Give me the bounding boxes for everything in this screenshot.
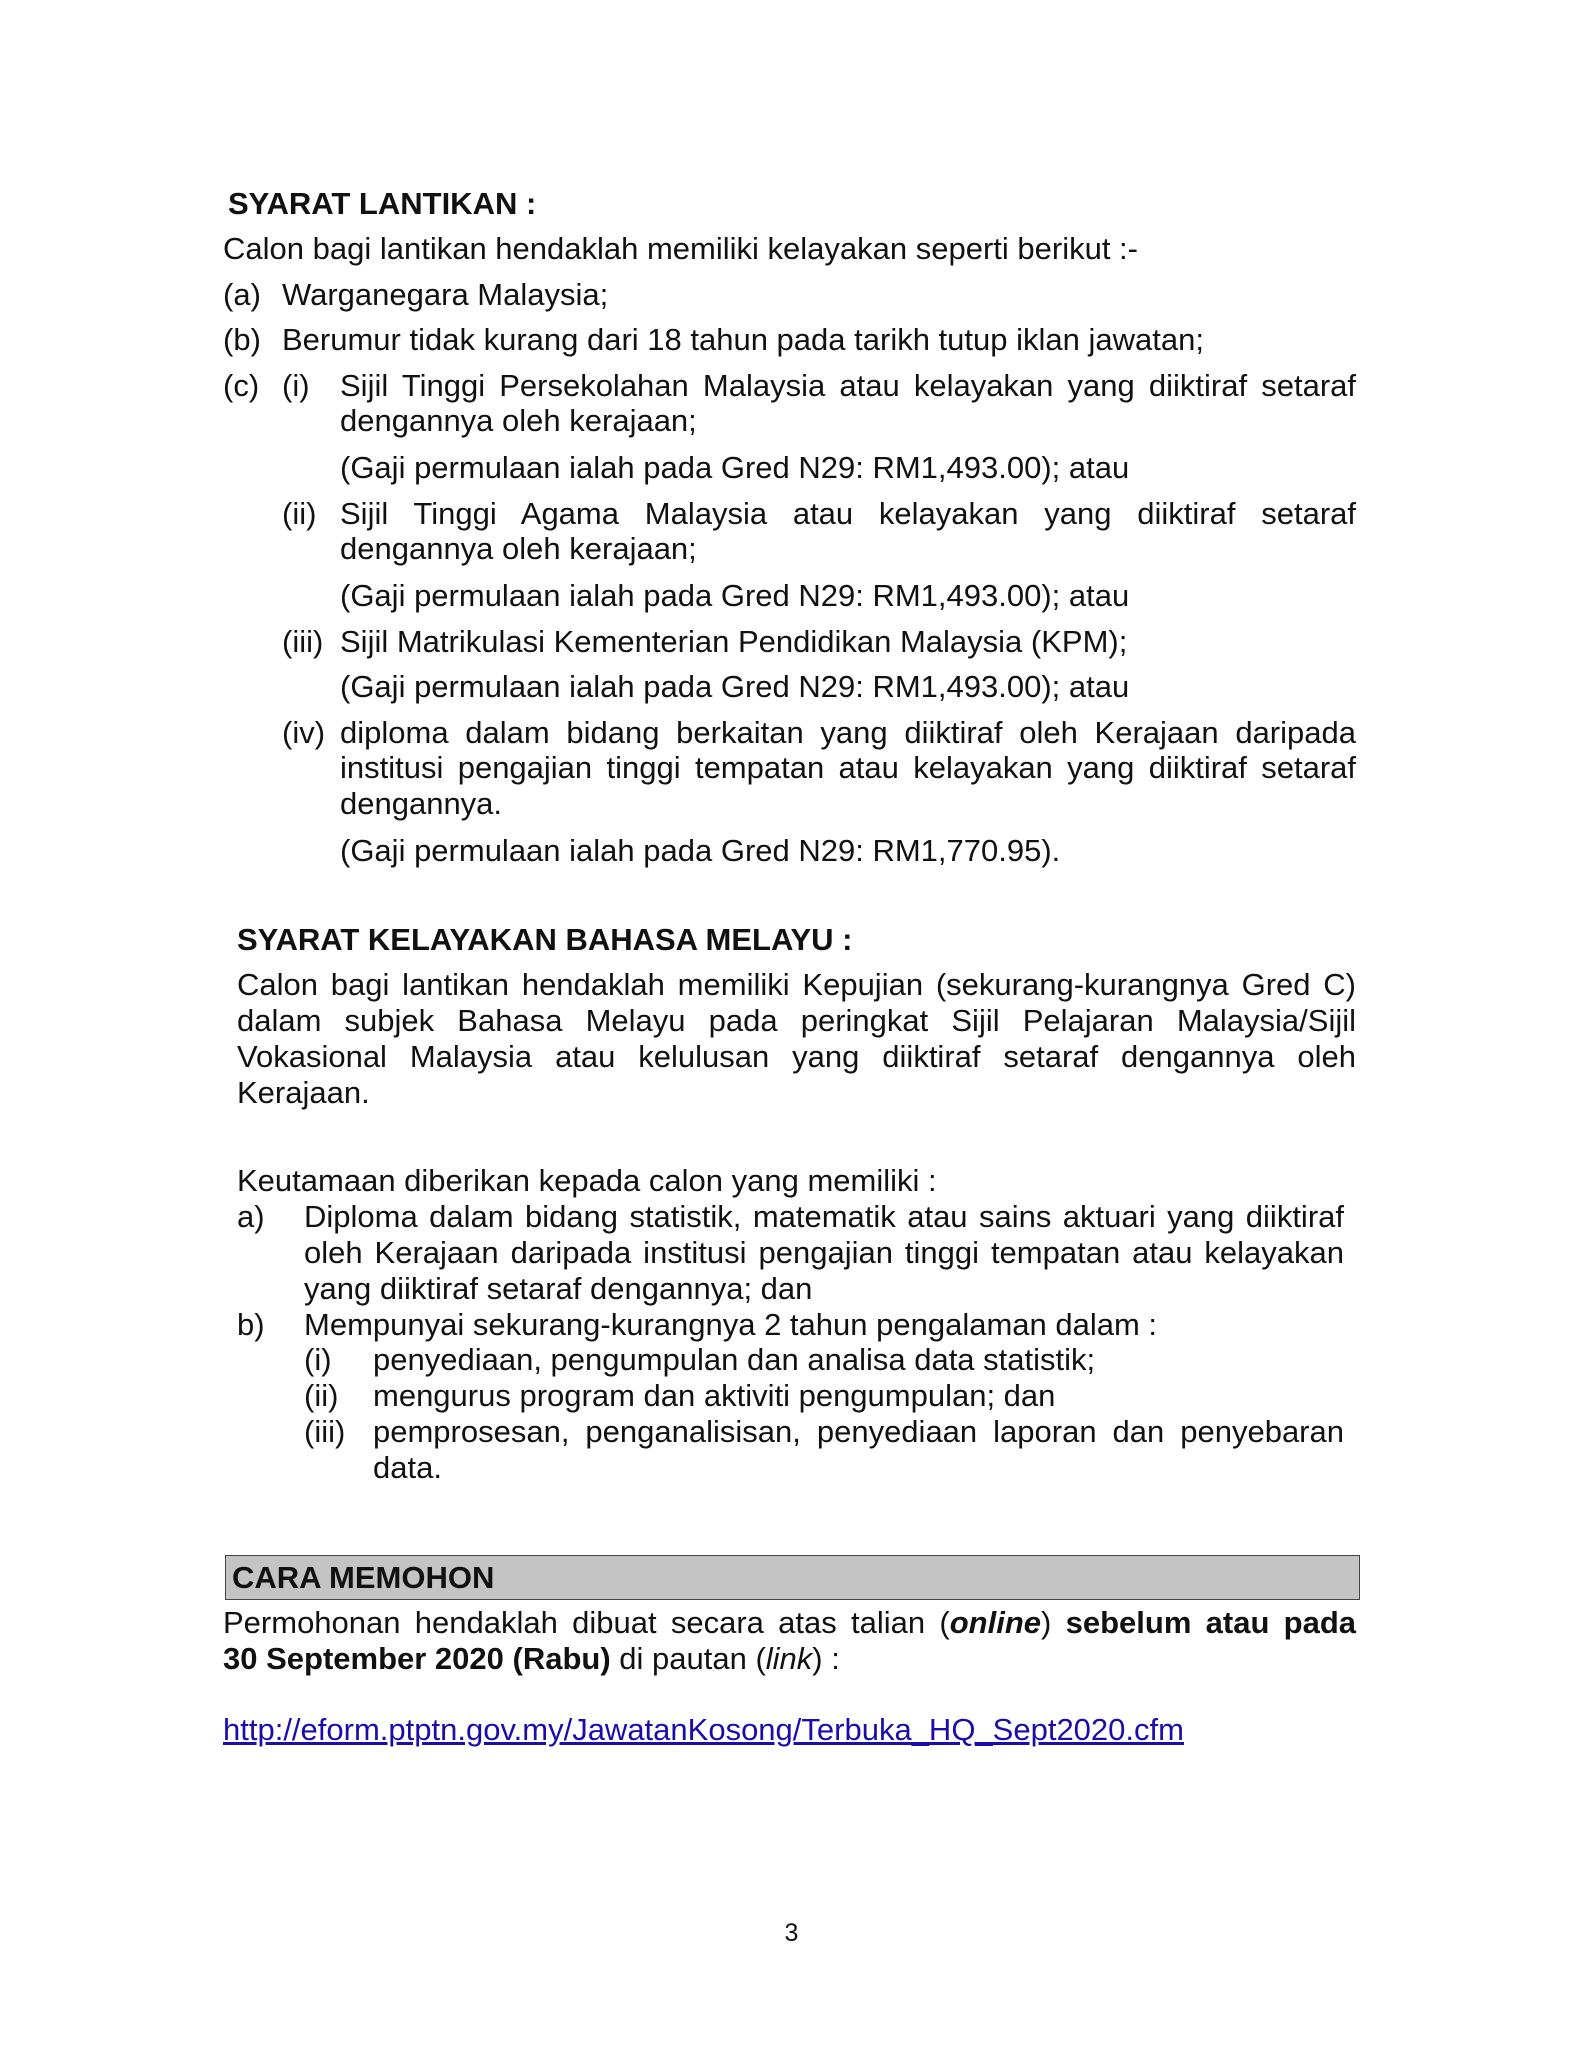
item-c-i-label: (i)	[282, 368, 310, 403]
keutamaan-intro: Keutamaan diberikan kepada calon yang memiliki :	[237, 1163, 937, 1198]
item-c-ii-label: (ii)	[282, 496, 317, 531]
item-c-label: (c)	[223, 368, 260, 403]
item-c-iii-label: (iii)	[282, 624, 324, 659]
item-c-i-line2: dengannya oleh kerajaan;	[340, 403, 697, 438]
cara-text-3: di pautan (	[610, 1641, 766, 1676]
keutamaan-b-text: Mempunyai sekurang-kurangnya 2 tahun pengalaman dalam :	[304, 1307, 1158, 1342]
application-url-link[interactable]: http://eform.ptptn.gov.my/JawatanKosong/Terbuka_HQ_Sept2020.cfm	[223, 1712, 1184, 1747]
item-c-iii-salary: (Gaji permulaan ialah pada Gred N29: RM1,493.00); atau	[340, 669, 1130, 704]
item-c-iv-line1: diploma dalam bidang berkaitan yang diiktiraf oleh Kerajaan daripada	[340, 715, 1356, 750]
online-word: online	[949, 1605, 1042, 1640]
bahasa-melayu-line4: Kerajaan.	[237, 1075, 370, 1110]
bahasa-melayu-line2: dalam subjek Bahasa Melayu pada peringkat Sijil Pelajaran Malaysia/Sijil	[237, 1003, 1356, 1038]
cara-bold-1: sebelum atau pada	[1065, 1605, 1357, 1640]
keutamaan-b-ii-text: mengurus program dan aktiviti pengumpulan; dan	[373, 1378, 1056, 1413]
cara-text-1: Permohonan hendaklah dibuat secara atas talian (	[223, 1605, 950, 1640]
cara-memohon-line1	[223, 1605, 1356, 1641]
cara-text-4: ) :	[812, 1641, 840, 1676]
item-b-label: (b)	[223, 322, 261, 357]
cara-memohon-heading: CARA MEMOHON	[232, 1560, 495, 1595]
keutamaan-b-iii-label: (iii)	[304, 1414, 346, 1449]
keutamaan-b-iii-line2: data.	[373, 1450, 442, 1485]
page-number: 3	[784, 1919, 799, 1947]
keutamaan-b-ii-label: (ii)	[304, 1378, 339, 1413]
item-c-iv-line2: institusi pengajian tinggi tempatan atau kelayakan yang diiktiraf setaraf	[340, 750, 1356, 785]
keutamaan-a-line1: Diploma dalam bidang statistik, matematik atau sains aktuari yang diiktiraf	[304, 1199, 1344, 1234]
keutamaan-b-i-label: (i)	[304, 1342, 332, 1377]
keutamaan-a-line3: yang diiktiraf setaraf dengannya; dan	[304, 1271, 813, 1306]
keutamaan-b-i-text: penyediaan, pengumpulan dan analisa data statistik;	[373, 1342, 1096, 1377]
item-c-ii-line2: dengannya oleh kerajaan;	[340, 531, 697, 566]
item-a-label: (a)	[223, 277, 261, 312]
item-c-ii-line1: Sijil Tinggi Agama Malaysia atau kelayakan yang diiktiraf setaraf	[340, 496, 1356, 531]
keutamaan-a-line2: oleh Kerajaan daripada institusi pengajian tinggi tempatan atau kelayakan	[304, 1235, 1344, 1270]
item-c-ii-salary: (Gaji permulaan ialah pada Gred N29: RM1,493.00); atau	[340, 578, 1130, 613]
item-c-iii-line1: Sijil Matrikulasi Kementerian Pendidikan Malaysia (KPM);	[340, 624, 1128, 659]
cara-text-2: )	[1041, 1605, 1066, 1640]
link-word: link	[765, 1641, 813, 1676]
cara-memohon-line2	[223, 1641, 840, 1677]
item-c-iv-salary: (Gaji permulaan ialah pada Gred N29: RM1,770.95).	[340, 833, 1061, 868]
cara-deadline: 30 September 2020 (Rabu)	[223, 1641, 611, 1676]
bahasa-melayu-line3: Vokasional Malaysia atau kelulusan yang diiktiraf setaraf dengannya oleh	[237, 1039, 1356, 1074]
item-c-iv-label: (iv)	[282, 715, 326, 750]
item-b-text: Berumur tidak kurang dari 18 tahun pada tarikh tutup iklan jawatan;	[282, 322, 1204, 357]
cara-memohon-box	[225, 1555, 1360, 1600]
syarat-lantikan-heading: SYARAT LANTIKAN :	[228, 186, 537, 221]
item-c-i-line1: Sijil Tinggi Persekolahan Malaysia atau kelayakan yang diiktiraf setaraf	[340, 368, 1356, 403]
bahasa-melayu-line1: Calon bagi lantikan hendaklah memiliki Kepujian (sekurang-kurangnya Gred C)	[237, 967, 1356, 1002]
item-c-iv-line3: dengannya.	[340, 786, 503, 821]
keutamaan-b-iii-line1: pemprosesan, penganalisisan, penyediaan laporan dan penyebaran	[373, 1414, 1344, 1449]
keutamaan-a-label: a)	[237, 1199, 265, 1234]
item-a-text: Warganegara Malaysia;	[282, 277, 609, 312]
item-c-i-salary: (Gaji permulaan ialah pada Gred N29: RM1,493.00); atau	[340, 450, 1130, 485]
syarat-lantikan-intro: Calon bagi lantikan hendaklah memiliki kelayakan seperti berikut :-	[223, 231, 1138, 266]
keutamaan-b-label: b)	[237, 1307, 265, 1342]
bahasa-melayu-heading: SYARAT KELAYAKAN BAHASA MELAYU :	[237, 922, 853, 957]
